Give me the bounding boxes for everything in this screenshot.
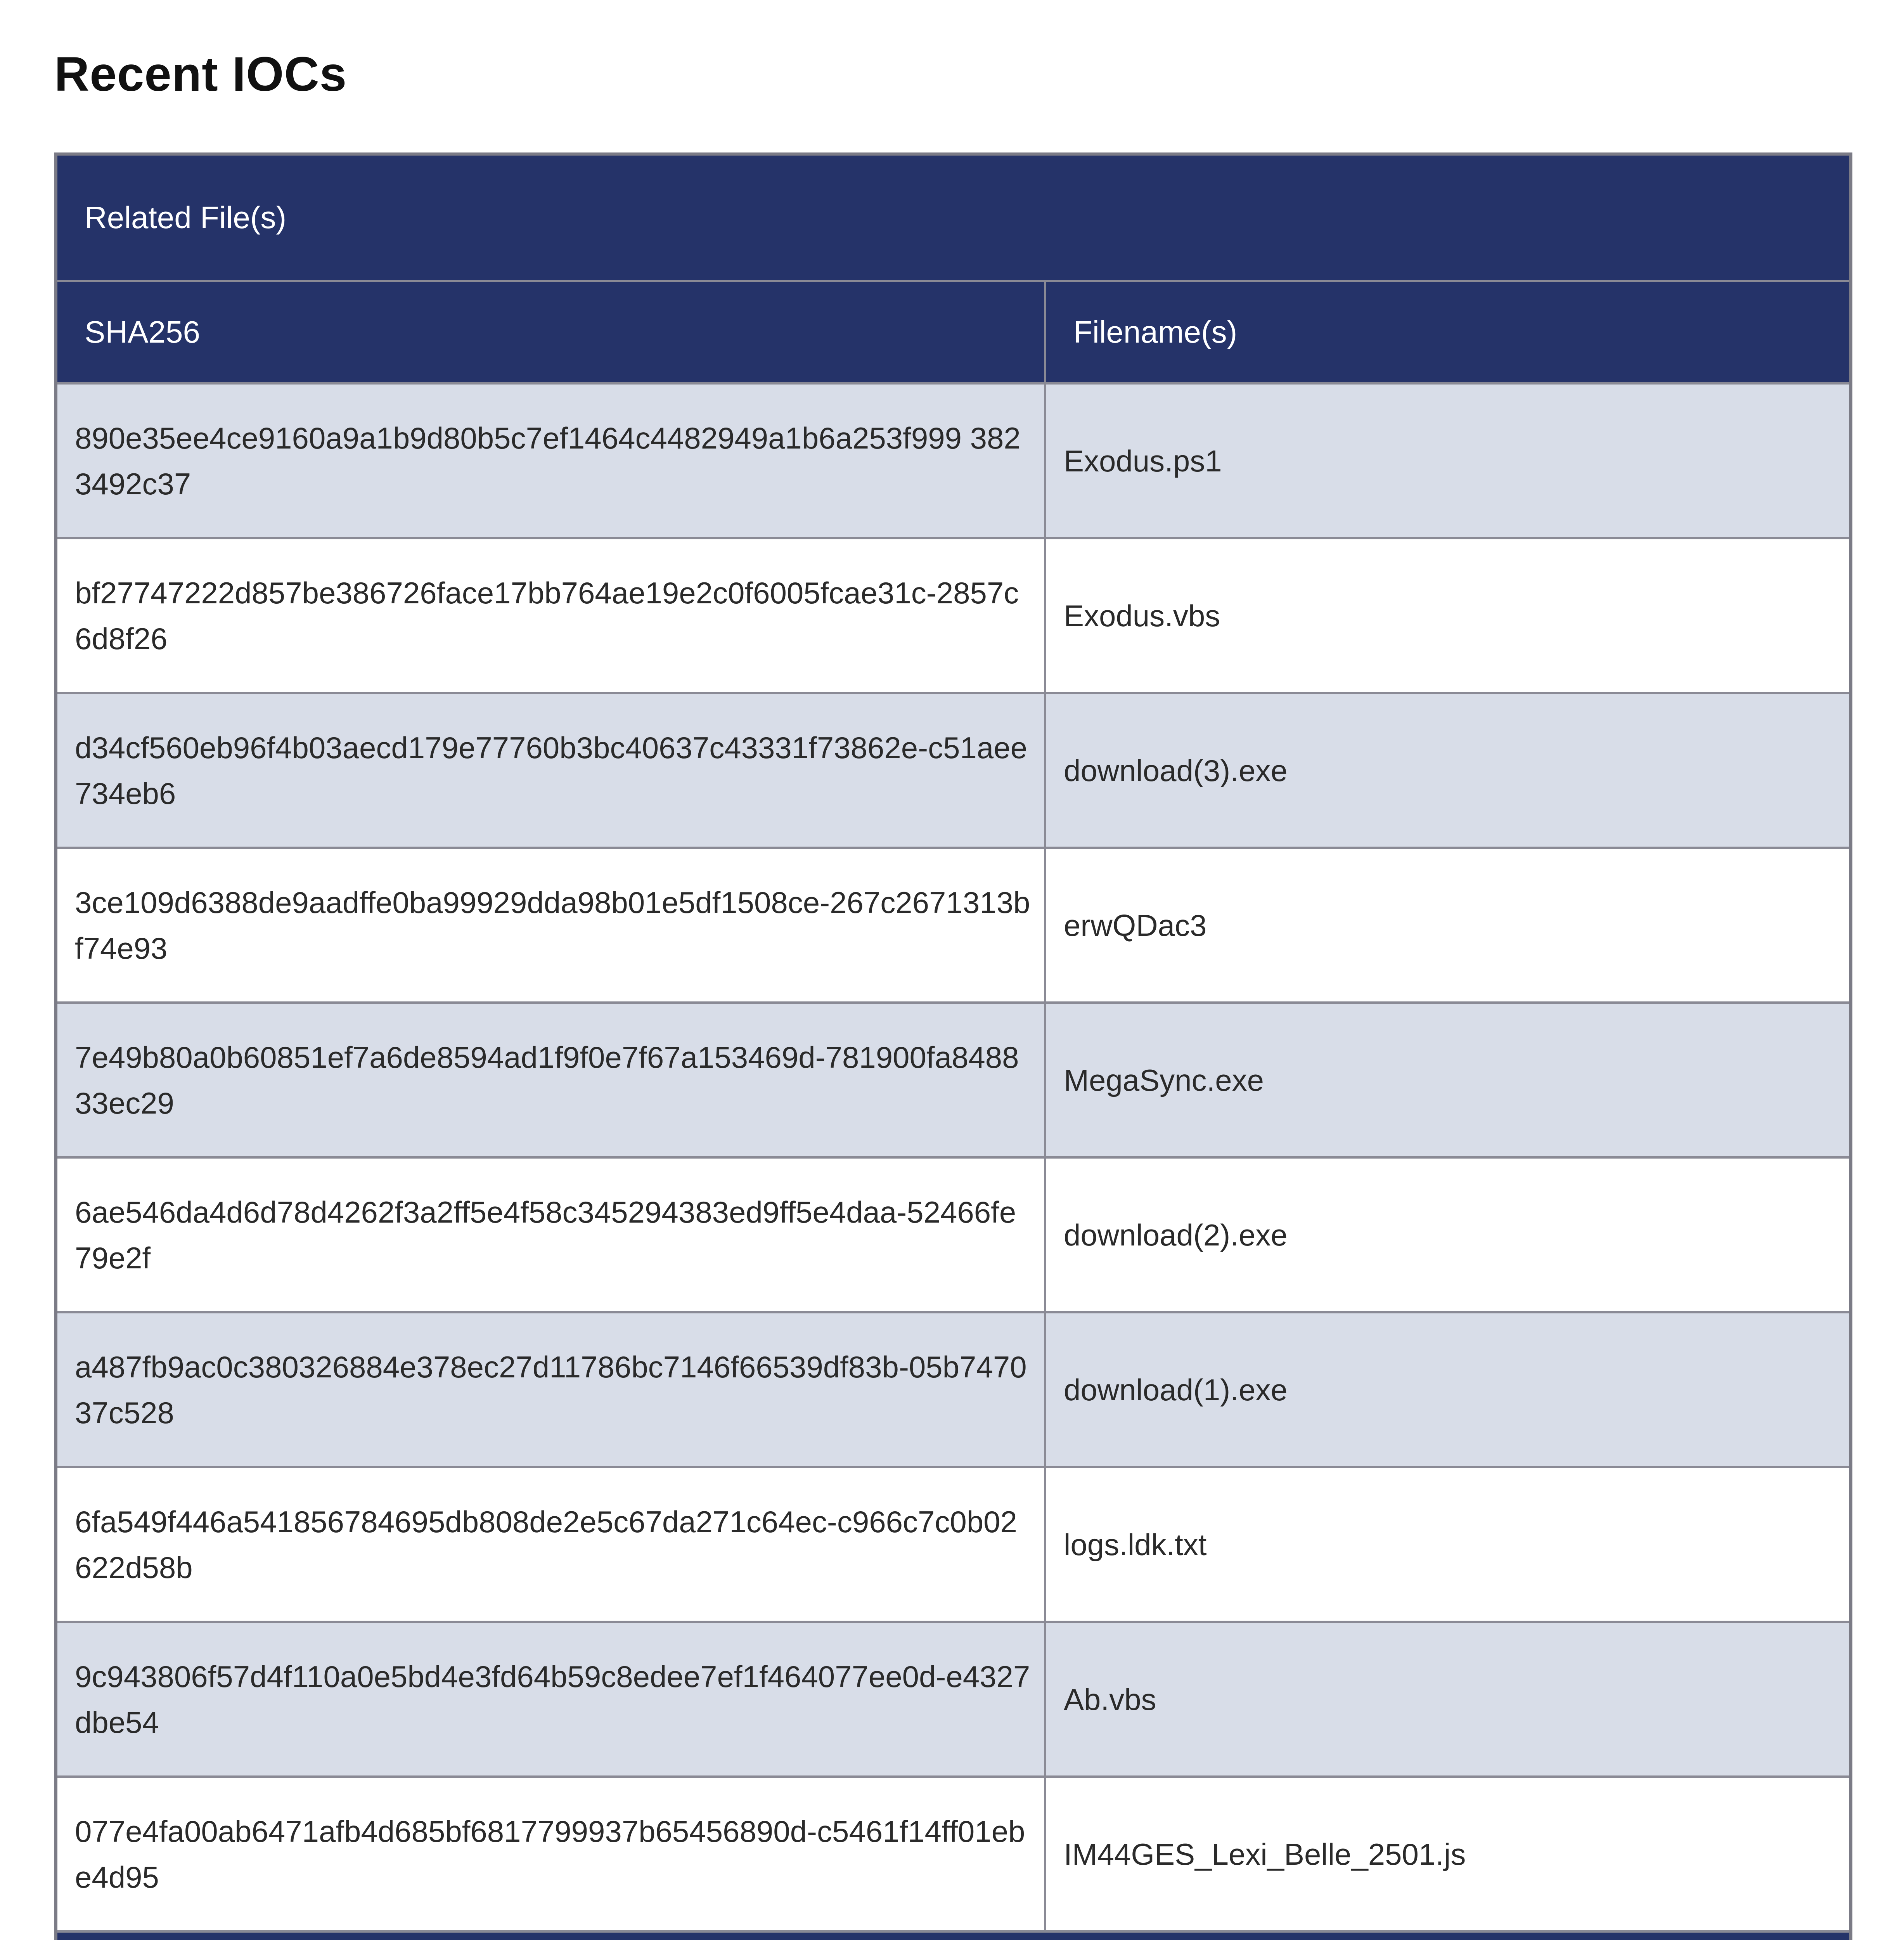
sha256-cell: bf27747222d857be386726face17bb764ae19e2c0f6005fcae31c-2857c6d8f26 [56,538,1045,693]
filename-cell: download(1).exe [1045,1312,1851,1467]
file-row [56,1157,1851,1312]
file-row [56,383,1851,538]
file-row [56,693,1851,848]
sha256-cell: 077e4fa00ab6471afb4d685bf6817799937b65456890d-c5461f14ff01ebe4d95 [56,1777,1045,1931]
filename-cell: Ab.vbs [1045,1622,1851,1777]
file-row [56,1777,1851,1931]
filename-cell: Exodus.ps1 [1045,383,1851,538]
sha256-cell: 6fa549f446a541856784695db808de2e5c67da271c64ec-c966c7c0b02622d58b [56,1467,1045,1622]
sha256-cell: d34cf560eb96f4b03aecd179e77760b3bc40637c43331f73862e-c51aee734eb6 [56,693,1045,848]
sha256-cell: 890e35ee4ce9160a9a1b9d80b5c7ef1464c4482949a1b6a253f999 3823492c37 [56,383,1045,538]
sha256-cell: 6ae546da4d6d78d4262f3a2ff5e4f58c345294383ed9ff5e4daa-52466fe79e2f [56,1157,1045,1312]
filename-cell: logs.ldk.txt [1045,1467,1851,1622]
files-column-header-row [56,281,1851,383]
filename-cell: erwQDac3 [1045,848,1851,1003]
filename-column-header: Filename(s) [1045,281,1851,383]
ip-section-header [56,1931,1851,1940]
page-title: Recent IOCs [54,47,347,101]
filename-cell: download(2).exe [1045,1157,1851,1312]
files-section-header [56,154,1851,281]
file-row [56,1467,1851,1622]
sha256-cell: a487fb9ac0c380326884e378ec27d11786bc7146f66539df83b-05b747037c528 [56,1312,1045,1467]
ioc-table [54,152,1852,1940]
file-row [56,1312,1851,1467]
file-row [56,1622,1851,1777]
ip-section-title [56,1931,1851,1940]
file-row [56,538,1851,693]
file-row [56,848,1851,1003]
sha256-column-header: SHA256 [56,281,1045,383]
filename-cell: Exodus.vbs [1045,538,1851,693]
sha256-cell: 9c943806f57d4f110a0e5bd4e3fd64b59c8edee7ef1f464077ee0d-e4327dbe54 [56,1622,1045,1777]
filename-cell: MegaSync.exe [1045,1003,1851,1157]
filename-cell: IM44GES_Lexi_Belle_2501.js [1045,1777,1851,1931]
file-row [56,1003,1851,1157]
sha256-cell: 7e49b80a0b60851ef7a6de8594ad1f9f0e7f67a153469d-781900fa848833ec29 [56,1003,1045,1157]
filename-cell: download(3).exe [1045,693,1851,848]
sha256-cell: 3ce109d6388de9aadffe0ba99929dda98b01e5df1508ce-267c2671313bf74e93 [56,848,1045,1003]
files-section-title: Related File(s) [56,154,1851,281]
